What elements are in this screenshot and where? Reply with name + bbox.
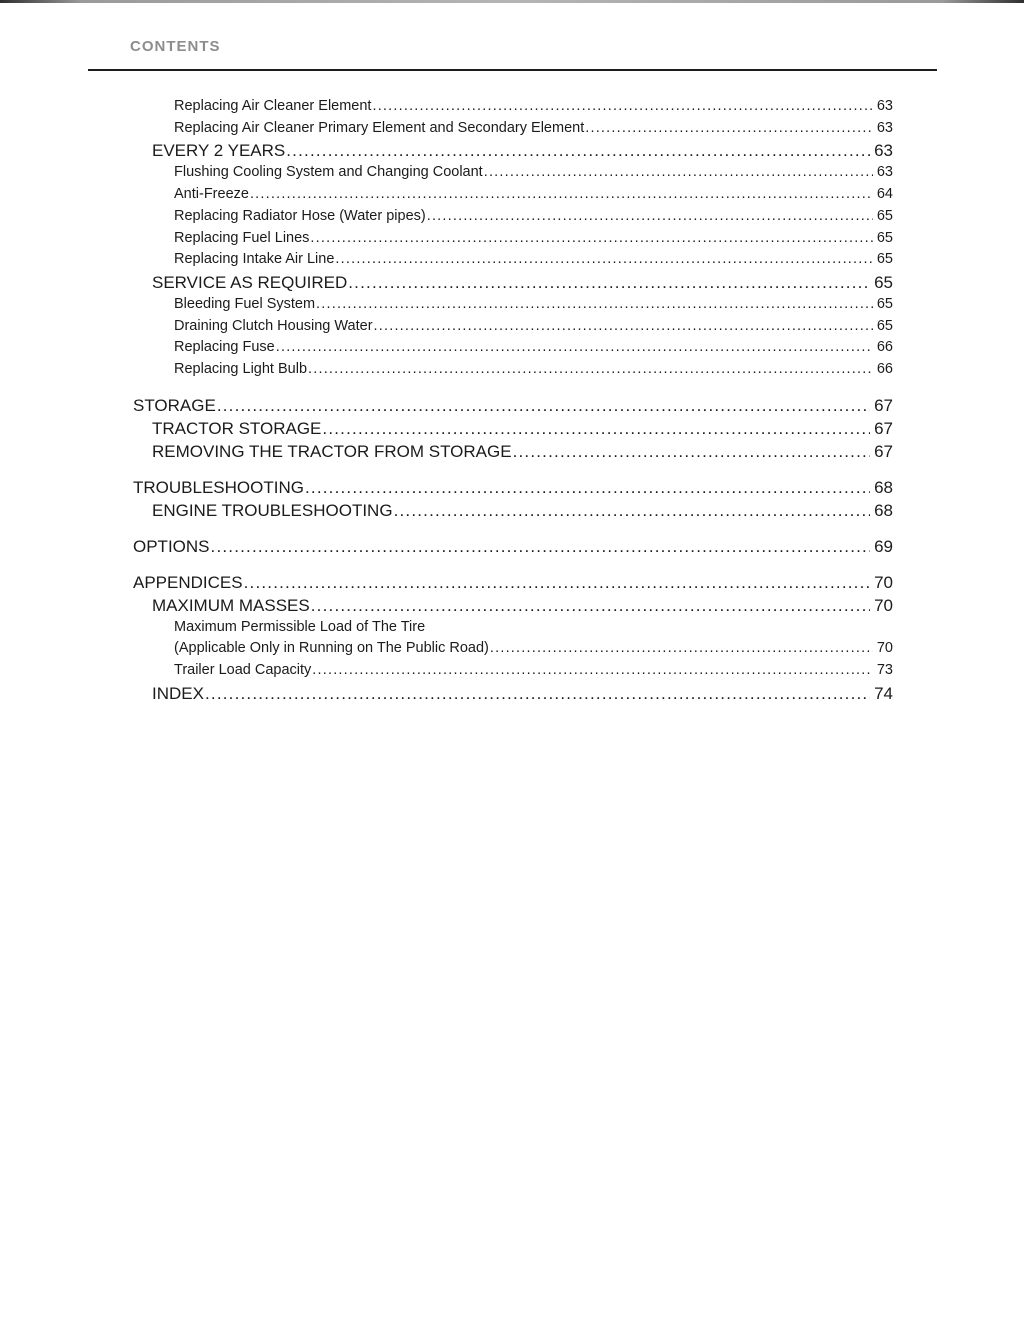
toc-leader-dots [372, 96, 872, 118]
toc-entry [133, 571, 893, 594]
toc-entry [133, 206, 893, 228]
toc-leader-dots [374, 316, 873, 338]
toc-entry-page: 67 [874, 441, 893, 461]
toc-entry-label: Bleeding Fuel System [174, 295, 316, 312]
toc-leader-dots [312, 660, 873, 682]
toc-entry-page: 63 [876, 119, 893, 136]
toc-leader-dots [316, 294, 873, 316]
toc-entry-page: 65 [876, 207, 893, 224]
toc-entry-label: Flushing Cooling System and Changing Coolant [174, 164, 483, 181]
toc-entry-page: 64 [876, 186, 893, 203]
toc-entry [133, 394, 893, 417]
toc-leader-dots [305, 476, 870, 499]
toc-entry-label: Replacing Fuel Lines [174, 229, 310, 246]
toc-entry-page: 70 [874, 572, 893, 592]
toc-entry-label: (Applicable Only in Running on The Public Road) [174, 640, 489, 657]
toc-leader-dots [585, 118, 873, 140]
toc-entry-label: Draining Clutch Housing Water [174, 317, 373, 334]
toc-leader-dots [250, 184, 873, 206]
toc-entry [133, 638, 893, 660]
toc-entry-label: INDEX [152, 683, 204, 703]
toc-entry [133, 417, 893, 440]
toc-leader-dots [211, 535, 871, 558]
toc-entry-label: Replacing Intake Air Line [174, 251, 335, 268]
toc-leader-dots [217, 394, 870, 417]
toc-entry-label: ENGINE TROUBLESHOOTING [152, 500, 393, 520]
page-header [130, 38, 221, 56]
toc-entry [133, 337, 893, 359]
toc-entry-page: 70 [874, 595, 893, 615]
toc-entry-label: Replacing Fuse [174, 339, 275, 356]
toc-entry-page: 63 [874, 141, 893, 161]
toc-entry [133, 184, 893, 206]
toc-entry-label: Maximum Permissible Load of The Tire [174, 618, 426, 635]
toc-leader-dots [276, 337, 873, 359]
toc-leader-dots [308, 359, 873, 381]
toc-leader-dots [244, 571, 870, 594]
toc-entry-page: 68 [874, 477, 893, 497]
toc-entry-label: REMOVING THE TRACTOR FROM STORAGE [152, 441, 512, 461]
toc-entry-label: Replacing Light Bulb [174, 361, 308, 378]
toc-entry-page: 73 [876, 662, 893, 679]
toc-entry-label: APPENDICES [133, 572, 243, 592]
toc-entry-label: MAXIMUM MASSES [152, 595, 310, 615]
toc-entry [133, 118, 893, 140]
toc-leader-dots [513, 440, 871, 463]
toc-entry-page: 67 [874, 418, 893, 438]
toc-entry [133, 594, 893, 617]
toc-entry-page: 65 [876, 317, 893, 334]
toc-entry-page: 63 [876, 98, 893, 114]
toc-entry-page: 68 [874, 500, 893, 520]
toc-entry [133, 228, 893, 250]
toc-leader-dots [311, 594, 870, 617]
toc-entry-page: 65 [876, 251, 893, 268]
toc-entry-label: OPTIONS [133, 536, 210, 556]
toc-entry [133, 316, 893, 338]
toc-leader-dots [335, 249, 872, 271]
toc-entry [133, 476, 893, 499]
toc-entry-label: SERVICE AS REQUIRED [152, 272, 348, 292]
toc-entry-label: Replacing Air Cleaner Element [174, 98, 372, 114]
toc-entry [133, 359, 893, 381]
toc-entry-page: 66 [876, 339, 893, 356]
toc-entry [133, 617, 893, 639]
toc-entry-label: Anti-Freeze [174, 186, 249, 203]
toc-entry-page: 70 [876, 640, 893, 657]
toc-entry [133, 682, 893, 705]
toc-entry [133, 139, 893, 162]
toc-entry-label: TROUBLESHOOTING [133, 477, 304, 497]
table-of-contents [133, 96, 893, 705]
toc-entry-page: 74 [874, 683, 893, 703]
header-rule [88, 69, 937, 71]
toc-entry [133, 535, 893, 558]
toc-entry-label: Replacing Air Cleaner Primary Element and Secondary Element [174, 119, 585, 136]
toc-entry [133, 660, 893, 682]
toc-entry-label: EVERY 2 YEARS [152, 141, 286, 161]
toc-leader-dots [427, 206, 873, 228]
toc-leader-dots [322, 417, 870, 440]
toc-entry [133, 294, 893, 316]
toc-entry-page: 67 [874, 395, 893, 415]
toc-entry [133, 271, 893, 294]
toc-entry-page: 63 [876, 164, 893, 181]
toc-entry [133, 96, 893, 118]
toc-leader-dots [286, 139, 870, 162]
toc-entry-label: STORAGE [133, 395, 216, 415]
toc-entry-page: 65 [874, 272, 893, 292]
scan-edge [0, 0, 1024, 3]
toc-entry [133, 440, 893, 463]
toc-entry-page: 65 [876, 229, 893, 246]
header-title: CONTENTS [130, 38, 221, 55]
toc-leader-dots [484, 162, 873, 184]
toc-leader-dots [205, 682, 870, 705]
toc-entry-page: 69 [874, 536, 893, 556]
toc-entry-page: 66 [876, 361, 893, 378]
toc-leader-dots [310, 228, 872, 250]
toc-entry-page: 65 [876, 295, 893, 312]
toc-entry-label: TRACTOR STORAGE [152, 418, 322, 438]
toc-entry [133, 162, 893, 184]
toc-leader-dots [394, 499, 871, 522]
toc-leader-dots [348, 271, 870, 294]
toc-entry [133, 249, 893, 271]
toc-entry-label: Replacing Radiator Hose (Water pipes) [174, 207, 426, 224]
toc-leader-dots [490, 638, 873, 660]
toc-entry [133, 499, 893, 522]
toc-entry-label: Trailer Load Capacity [174, 662, 312, 679]
